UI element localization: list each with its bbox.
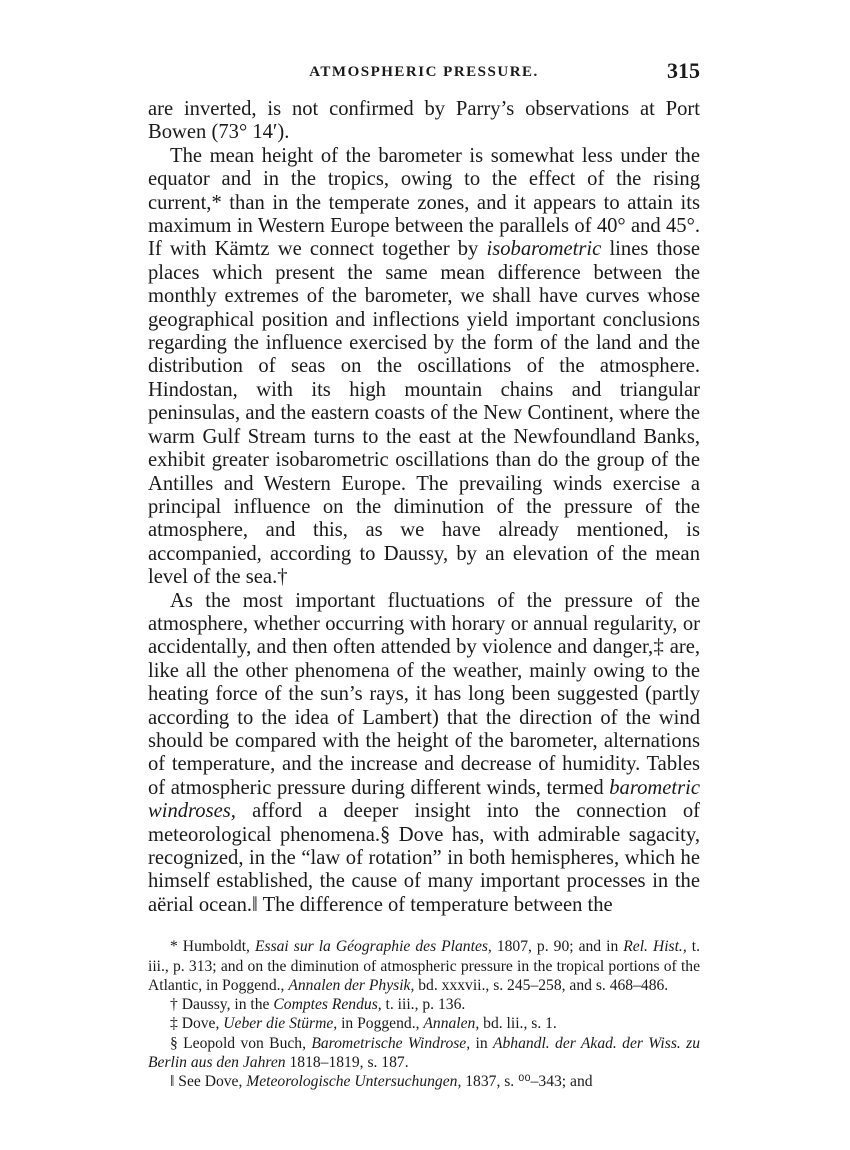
footnotes bbox=[148, 937, 700, 1091]
paragraph-1: are inverted, is not confirmed by Parry’s observations at Port Bowen (73° 14′). bbox=[148, 98, 700, 144]
term-barometric-windroses: barometric windroses, bbox=[148, 776, 700, 823]
page-header bbox=[148, 58, 700, 92]
footnote-4: § Leopold von Buch, Barometrische Windrose, in Abhandl. der Akad. der Wiss. zu Berlin aus den Jahren 1818–1819, s. 187. bbox=[148, 1034, 700, 1071]
footnote-3: ‡ Dove, Ueber die Stürme, in Poggend., Annalen, bd. lii., s. 1. bbox=[170, 1015, 557, 1033]
page-number: 315 bbox=[667, 58, 700, 83]
running-head: ATMOSPHERIC PRESSURE. bbox=[309, 64, 539, 80]
footnote-2: † Daussy, in the Comptes Rendus, t. iii., p. 136. bbox=[170, 996, 466, 1014]
footnote-5: ‖ See Dove, Meteorologische Untersuchungen, 1837, s. ⁰⁰–343; and bbox=[170, 1073, 593, 1091]
book-page bbox=[148, 58, 700, 1092]
paragraph-2: The mean height of the barometer is somewhat less under the equator and in the tropics, owing to the effect of the rising current,* than in the temperate zones, and it appears to attain its maximum in Western Europe between the parallels of 40° and 45°. If with Kämtz we connect together by isobarometric lines those places which present the same mean difference between the monthly extremes of the barometer, we shall have curves whose geographical position and inflections yield important conclusions regarding the influence exercised by the form of the land and the distribution of seas on the oscillations of the atmosphere. Hindostan, with its high mountain chains and triangular peninsulas, and the eastern coasts of the New Continent, where the warm Gulf Stream turns to the east at the Newfoundland Banks, exhibit greater isobarometric oscillations than do the group of the Antilles and Western Europe. The prevailing winds exercise a principal influence on the diminution of the pressure of the atmosphere, and this, as we have already mentioned, is accompanied, according to Daussy, by an elevation of the mean level of the sea.† bbox=[148, 144, 700, 589]
body-text bbox=[148, 98, 700, 917]
term-isobarometric: isobarometric bbox=[486, 238, 602, 261]
paragraph-3: As the most important fluctuations of the pressure of the atmosphere, whether occurring with horary or annual regularity, or accidentally, and then often attended by violence and danger,‡ are, like all the other phenomena of the weather, mainly owing to the heating force of the sun’s rays, it has long been suggested (partly according to the idea of Lambert) that the direction of the wind should be compared with the height of the barometer, alternations of temperature, and the increase and decrease of humidity. Tables of atmospheric pressure during different winds, termed barometric windroses, afford a deeper insight into the connection of meteorological phenomena.§ Dove has, with admirable sagacity, recognized, in the “law of rotation” in both hemispheres, which he himself established, the cause of many important processes in the aërial ocean.‖ The difference of temperature between the bbox=[148, 589, 700, 916]
footnote-1: * Humboldt, Essai sur la Géographie des Plantes, 1807, p. 90; and in Rel. Hist., t. iii., p. 313; and on the diminution of atmospheric pressure in the tropical portions of the Atlantic, in Poggend., Annalen der Physik, bd. xxxvii., s. 245–258, and s. 468–486. bbox=[148, 938, 700, 994]
